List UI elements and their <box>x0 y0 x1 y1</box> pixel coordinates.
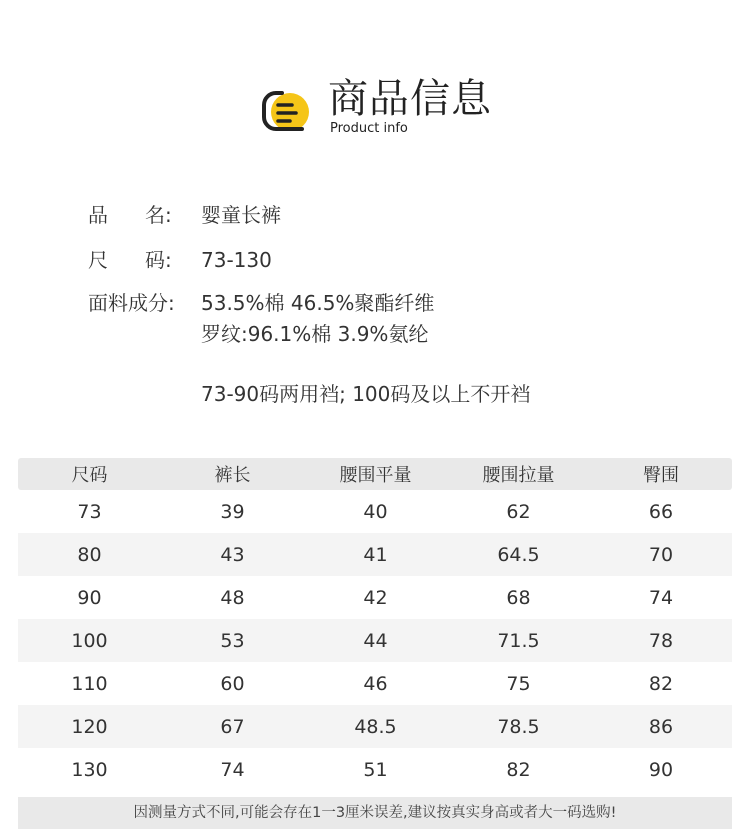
size-table <box>18 458 732 791</box>
crotch-note: 73-90码两用裆; 100码及以上不开裆 <box>201 382 531 406</box>
table-cell: 130 <box>71 758 108 781</box>
page-title: 商品信息 <box>328 76 492 122</box>
table-cell: 40 <box>363 500 388 523</box>
table-cell: 60 <box>220 672 245 695</box>
table-cell: 110 <box>71 672 108 695</box>
table-row <box>18 576 732 619</box>
column-header-size: 尺码 <box>71 465 108 486</box>
table-cell: 80 <box>77 543 102 566</box>
table-cell: 53 <box>220 629 245 652</box>
section-header <box>262 74 522 144</box>
table-row <box>18 705 732 748</box>
table-cell: 82 <box>506 758 531 781</box>
table-cell: 66 <box>648 500 674 523</box>
table-cell: 44 <box>363 629 388 652</box>
product-name-value: 婴童长裤 <box>201 203 281 227</box>
table-cell: 67 <box>220 715 245 738</box>
column-header-hip: 臀围 <box>643 465 679 486</box>
document-lines-icon <box>262 88 312 134</box>
fabric-label <box>88 291 188 315</box>
table-cell: 48.5 <box>354 715 397 738</box>
fabric-value-line-2: 罗纹:96.1%棉 3.9%氨纶 <box>201 322 429 346</box>
table-cell: 82 <box>648 672 674 695</box>
table-cell: 46 <box>363 672 388 695</box>
table-cell: 74 <box>220 758 245 781</box>
table-cell: 64.5 <box>497 543 540 566</box>
fabric-value-line-1: 53.5%棉 46.5%聚酯纤维 <box>201 291 435 315</box>
table-row <box>18 490 732 533</box>
table-row <box>18 748 732 791</box>
measurement-footnote: 因测量方式不同,可能会存在1一3厘米误差,建议按真实身高或者大一码选购! <box>18 797 732 829</box>
fabric-label-text: 面料成分: <box>88 291 175 315</box>
size-range-label <box>88 248 188 272</box>
column-header-pants-length: 裤长 <box>214 465 251 486</box>
table-cell: 120 <box>71 715 108 738</box>
table-cell: 78.5 <box>497 715 540 738</box>
table-cell: 71.5 <box>497 629 540 652</box>
table-cell: 51 <box>363 758 388 781</box>
table-header-row <box>18 458 732 490</box>
table-cell: 41 <box>363 543 388 566</box>
table-cell: 73 <box>77 500 102 523</box>
product-name-label <box>88 203 188 227</box>
column-header-waist-stretch: 腰围拉量 <box>482 465 555 486</box>
table-cell: 42 <box>363 586 388 609</box>
table-cell: 90 <box>648 758 674 781</box>
table-cell: 90 <box>77 586 102 609</box>
table-cell: 39 <box>220 500 245 523</box>
size-range-value: 73-130 <box>201 248 272 272</box>
table-cell: 48 <box>220 586 245 609</box>
size-range-label-char-2: 码: <box>145 248 172 272</box>
product-name-label-char-1: 品 <box>88 203 108 227</box>
table-cell: 62 <box>506 500 531 523</box>
table-row <box>18 533 732 576</box>
page-subtitle: Product info <box>330 121 408 136</box>
table-cell: 75 <box>506 672 531 695</box>
table-cell: 78 <box>648 629 674 652</box>
table-cell: 68 <box>506 586 531 609</box>
product-name-label-char-2: 名: <box>145 203 172 227</box>
column-header-waist-flat: 腰围平量 <box>339 465 412 486</box>
table-cell: 86 <box>648 715 674 738</box>
table-row <box>18 619 732 662</box>
table-cell: 74 <box>648 586 674 609</box>
table-row <box>18 662 732 705</box>
table-cell: 100 <box>71 629 108 652</box>
table-cell: 70 <box>648 543 674 566</box>
table-cell: 43 <box>220 543 245 566</box>
size-range-label-char-1: 尺 <box>88 248 108 272</box>
